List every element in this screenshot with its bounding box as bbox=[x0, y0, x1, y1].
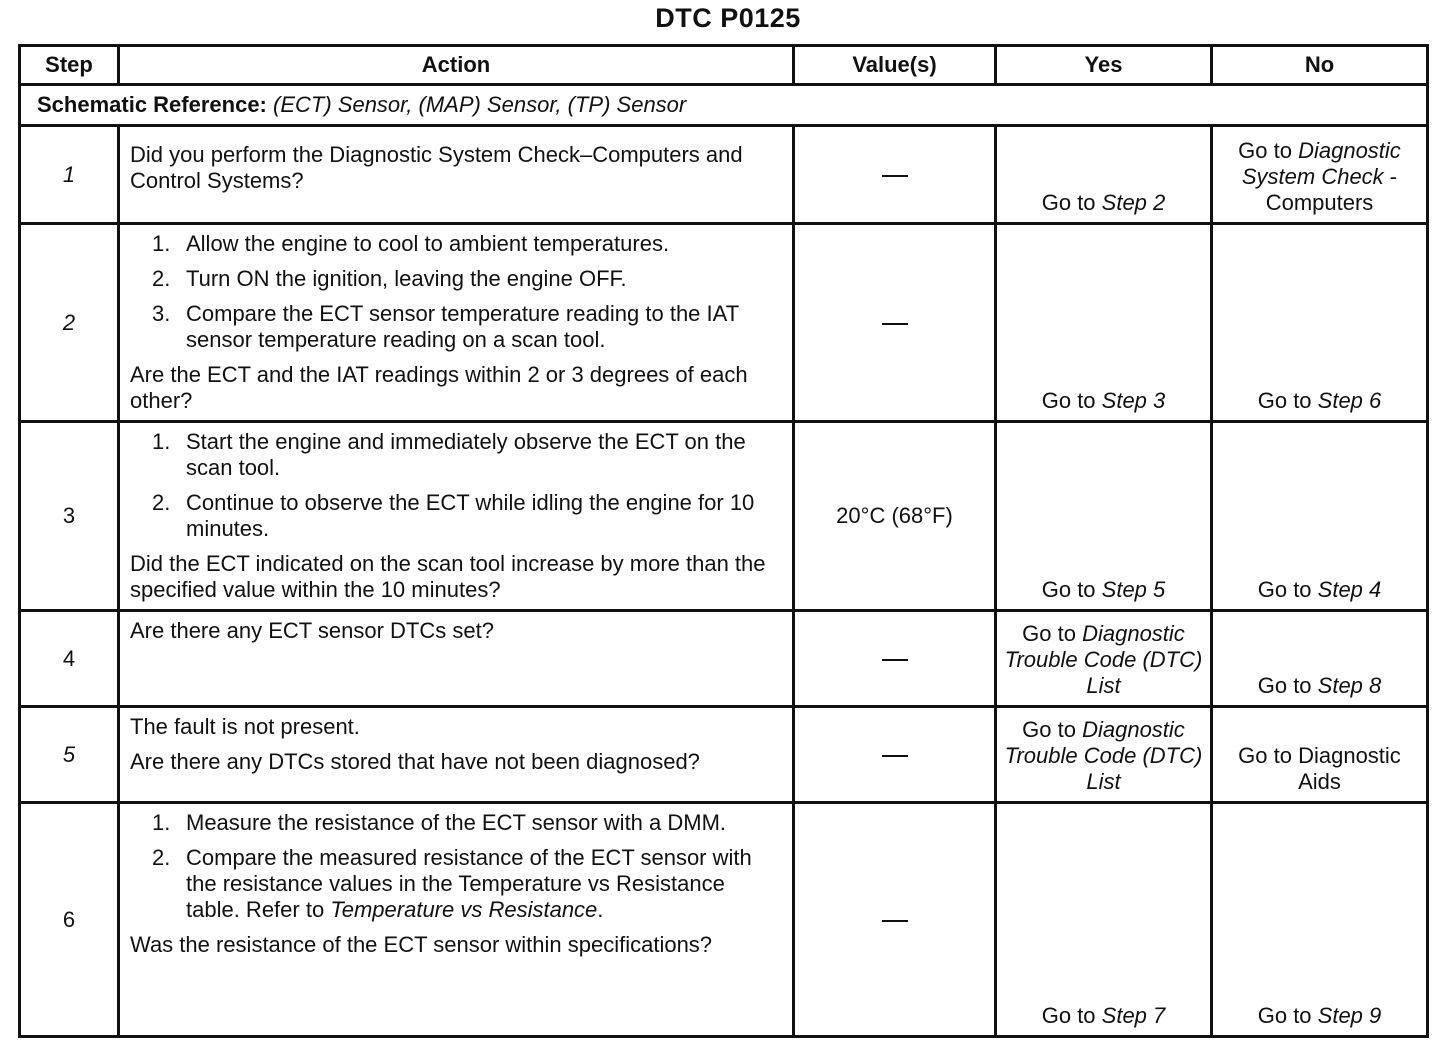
value-cell bbox=[794, 611, 996, 707]
yes-link[interactable]: Step 5 bbox=[1101, 577, 1166, 602]
no-suffix: - Computers bbox=[1265, 164, 1398, 215]
table-row bbox=[20, 126, 1428, 224]
action-question: Are the ECT and the IAT readings within 2 or 3 degrees of each other? bbox=[130, 362, 748, 413]
page-title: DTC P0125 bbox=[655, 3, 801, 33]
no-prefix: Go to bbox=[1238, 138, 1299, 163]
dash-icon bbox=[882, 323, 908, 325]
action-item: 2. Turn ON the ignition, leaving the engine OFF. bbox=[152, 266, 627, 291]
action-cell bbox=[119, 611, 794, 707]
dash-icon bbox=[882, 755, 908, 757]
header-action: Action bbox=[119, 46, 794, 85]
no-link[interactable]: Diagnostic System Check bbox=[1241, 138, 1401, 189]
yes-prefix: Go to bbox=[1022, 621, 1083, 646]
yes-link[interactable]: Diagnostic Trouble Code (DTC) List bbox=[1004, 621, 1203, 698]
dash-icon bbox=[882, 659, 908, 661]
dash-icon bbox=[882, 920, 908, 922]
yes-link[interactable]: Step 7 bbox=[1101, 1003, 1166, 1028]
no-cell bbox=[1212, 803, 1428, 1037]
yes-cell bbox=[996, 224, 1212, 422]
value-cell bbox=[794, 707, 996, 803]
schematic-label: Schematic Reference: bbox=[37, 92, 267, 117]
action-item: 1. Allow the engine to cool to ambient temperatures. bbox=[152, 231, 670, 256]
diagnostic-table bbox=[18, 44, 1429, 1038]
no-prefix: Go to bbox=[1257, 388, 1318, 413]
yes-prefix: Go to bbox=[1041, 577, 1102, 602]
no-prefix: Go to bbox=[1257, 1003, 1318, 1028]
header-yes: Yes bbox=[996, 46, 1212, 85]
yes-prefix: Go to bbox=[1041, 190, 1102, 215]
action-list bbox=[130, 429, 782, 542]
yes-prefix: Go to bbox=[1041, 1003, 1102, 1028]
action-question: Are there any DTCs stored that have not been diagnosed? bbox=[130, 749, 700, 774]
no-cell bbox=[1212, 224, 1428, 422]
table-row bbox=[20, 803, 1428, 1037]
no-link[interactable]: Step 8 bbox=[1317, 673, 1382, 698]
no-cell bbox=[1212, 611, 1428, 707]
temperature-resistance-link[interactable]: Temperature vs Resistance bbox=[330, 897, 598, 922]
schematic-refs-link[interactable]: (ECT) Sensor, (MAP) Sensor, (TP) Sensor bbox=[273, 92, 687, 117]
no-cell bbox=[1212, 707, 1428, 803]
header-step: Step bbox=[20, 46, 119, 85]
action-cell bbox=[119, 422, 794, 611]
schematic-reference bbox=[20, 85, 1428, 126]
yes-cell bbox=[996, 707, 1212, 803]
header-row bbox=[20, 46, 1428, 85]
yes-link[interactable]: Step 2 bbox=[1101, 190, 1166, 215]
schematic-row bbox=[20, 85, 1428, 126]
value-cell bbox=[794, 224, 996, 422]
yes-prefix: Go to bbox=[1041, 388, 1102, 413]
no-prefix: Go to bbox=[1257, 577, 1318, 602]
table-row bbox=[20, 422, 1428, 611]
table-row bbox=[20, 224, 1428, 422]
no-link[interactable]: Step 6 bbox=[1317, 388, 1382, 413]
action-cell bbox=[119, 707, 794, 803]
step-number: 4 bbox=[20, 611, 119, 707]
step-number: 6 bbox=[20, 803, 119, 1037]
action-item: 1. Start the engine and immediately observe the ECT on the scan tool. bbox=[152, 429, 746, 480]
no-link[interactable]: Step 9 bbox=[1317, 1003, 1382, 1028]
yes-cell bbox=[996, 803, 1212, 1037]
action-item: 3. Compare the ECT sensor temperature reading to the IAT sensor temperature reading on a scan tool. bbox=[152, 301, 739, 352]
dash-icon bbox=[882, 175, 908, 177]
step-number: 2 bbox=[20, 224, 119, 422]
step-number: 1 bbox=[20, 126, 119, 224]
action-statement: The fault is not present. bbox=[130, 714, 360, 739]
yes-cell bbox=[996, 422, 1212, 611]
action-question: Did the ECT indicated on the scan tool increase by more than the specified value within the 10 minutes? bbox=[130, 551, 766, 602]
value-cell: 20°C (68°F) bbox=[794, 422, 996, 611]
action-item: 2. Compare the measured resistance of the ECT sensor with the resistance values in the Temperature vs Resistance table. Refer to Temperature vs Resistance. bbox=[152, 845, 752, 922]
action-question: Did you perform the Diagnostic System Check–Computers and Control Systems? bbox=[130, 141, 743, 193]
action-question: Was the resistance of the ECT sensor within specifications? bbox=[130, 932, 713, 957]
no-link[interactable]: Step 4 bbox=[1317, 577, 1382, 602]
header-no: No bbox=[1212, 46, 1428, 85]
value-cell bbox=[794, 126, 996, 224]
action-cell bbox=[119, 803, 794, 1037]
yes-prefix: Go to bbox=[1022, 717, 1083, 742]
yes-cell bbox=[996, 126, 1212, 224]
action-list bbox=[130, 231, 782, 353]
no-cell bbox=[1212, 126, 1428, 224]
action-item: 1. Measure the resistance of the ECT sensor with a DMM. bbox=[152, 810, 727, 835]
action-item: 2. Continue to observe the ECT while idling the engine for 10 minutes. bbox=[152, 490, 755, 541]
action-cell bbox=[119, 224, 794, 422]
yes-link[interactable]: Step 3 bbox=[1101, 388, 1166, 413]
action-list bbox=[130, 810, 782, 923]
no-prefix: Go to bbox=[1257, 673, 1318, 698]
yes-link[interactable]: Diagnostic Trouble Code (DTC) List bbox=[1004, 717, 1203, 794]
table-row bbox=[20, 707, 1428, 803]
action-question: Are there any ECT sensor DTCs set? bbox=[130, 618, 494, 643]
step-number: 5 bbox=[20, 707, 119, 803]
table-row bbox=[20, 611, 1428, 707]
action-cell bbox=[119, 126, 794, 224]
no-link[interactable]: Go to Diagnostic Aids bbox=[1238, 743, 1401, 794]
yes-cell bbox=[996, 611, 1212, 707]
header-values: Value(s) bbox=[794, 46, 996, 85]
step-number: 3 bbox=[20, 422, 119, 611]
no-cell bbox=[1212, 422, 1428, 611]
value-cell bbox=[794, 803, 996, 1037]
